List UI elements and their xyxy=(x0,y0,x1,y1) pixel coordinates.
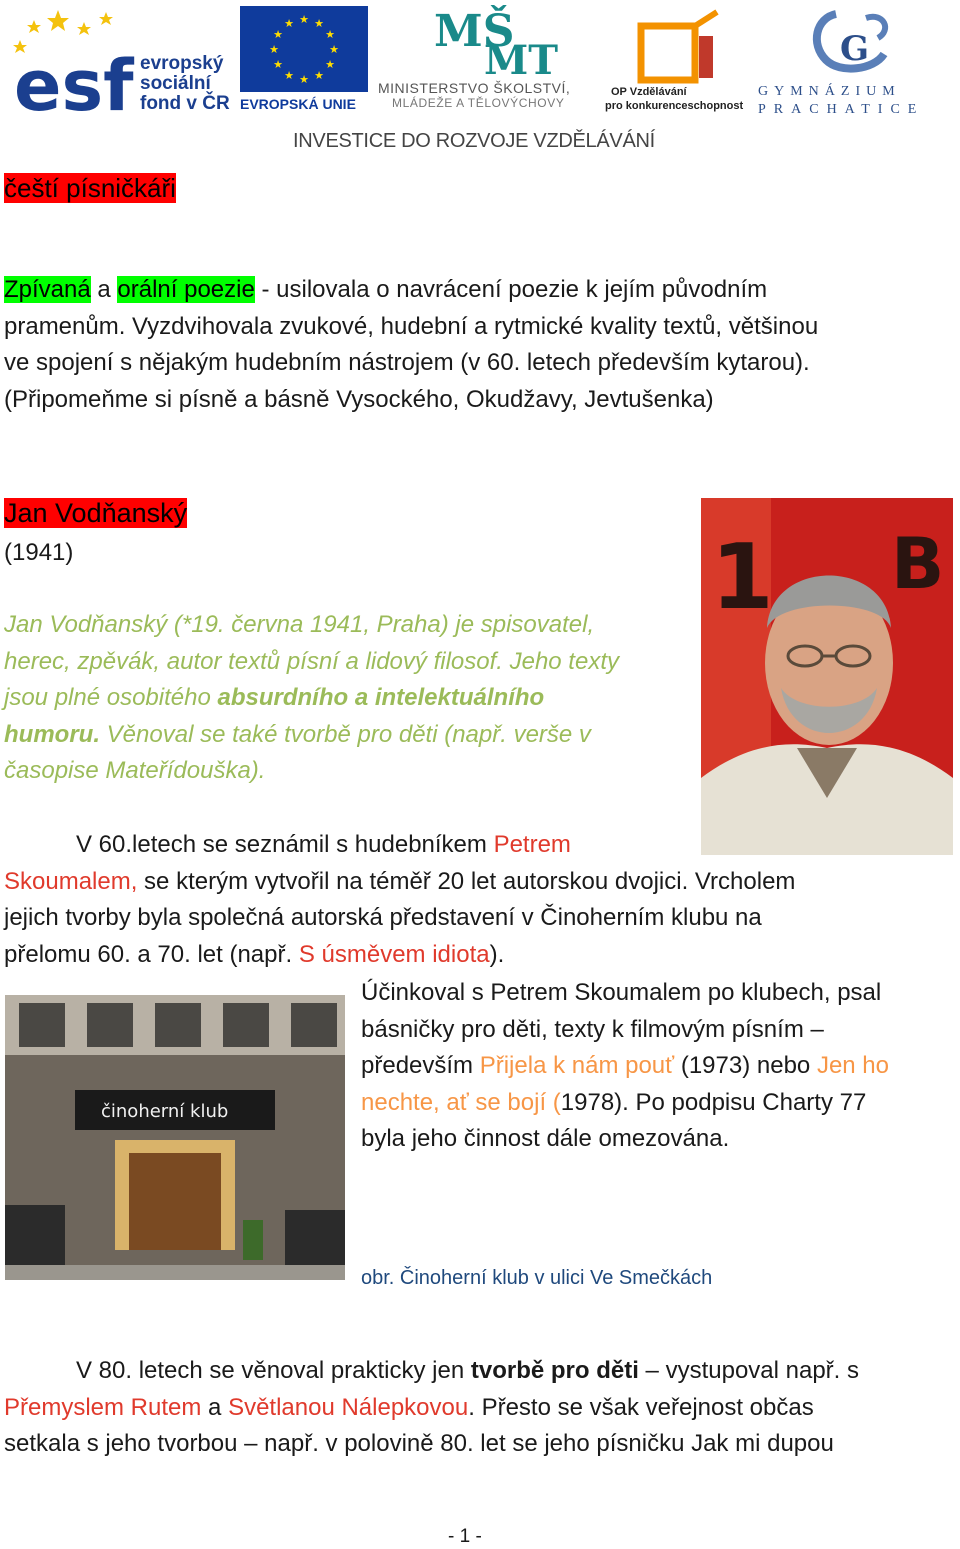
svg-text:★: ★ xyxy=(284,69,294,82)
p80-line xyxy=(4,1390,954,1427)
bio-emphasis: absurdního a intelektuálního xyxy=(217,684,545,711)
club-line xyxy=(361,1048,956,1085)
title-jen-ho-nechte: Jen ho xyxy=(816,1052,889,1079)
svg-text:★: ★ xyxy=(314,17,324,30)
svg-text:★: ★ xyxy=(329,43,339,56)
logo-esf xyxy=(0,6,235,127)
logo-op xyxy=(605,6,745,116)
header-tagline: INVESTICE DO ROZVOJE VZDĚLÁVÁNÍ xyxy=(293,130,655,152)
svg-text:★: ★ xyxy=(299,13,309,26)
intro-conj: a xyxy=(90,276,118,303)
bio-line: herec, zpěvák, autor textů písní a lidový filosof. Jeho texty xyxy=(4,647,619,675)
logo-msmt xyxy=(378,6,598,116)
title-prijela-k-nam-pout: Přijela k nám pouť xyxy=(479,1052,675,1079)
svg-text:★: ★ xyxy=(269,43,279,56)
svg-text:★: ★ xyxy=(325,28,335,41)
club-line xyxy=(361,1085,956,1122)
club-image xyxy=(5,995,345,1280)
club-line: básničky pro děti, texty k filmovým písním – xyxy=(361,1015,824,1043)
term-oralni-poezie: orální poezie xyxy=(117,276,255,303)
p60-line xyxy=(4,937,954,974)
portrait-image xyxy=(701,498,953,855)
bio-line: Jan Vodňanský (*19. června 1941, Praha) je spisovatel, xyxy=(4,611,595,638)
term-zpivana: Zpívaná xyxy=(4,276,91,303)
p60-line: jejich tvorby byla společná autorská představení v Činoherním klubu na xyxy=(4,904,762,931)
logo-gymnazium xyxy=(758,6,958,116)
name-premyslem-rutem: Přemyslem Rutem xyxy=(4,1393,202,1421)
svg-text:★: ★ xyxy=(273,58,283,71)
svg-text:MT: MT xyxy=(484,37,559,84)
op-line: OP Vzdělávání xyxy=(611,86,687,98)
intro-paragraph xyxy=(4,272,954,418)
name-petrem: Petrem xyxy=(493,831,571,858)
paragraph-80s xyxy=(4,1353,954,1463)
club-photo xyxy=(5,995,345,1280)
name-svetlanou-nalepkovou: Světlanou Nálepkovou xyxy=(228,1393,469,1421)
club-line: byla jeho činnost dále omezována. xyxy=(361,1125,730,1152)
svg-text:★: ★ xyxy=(299,73,309,86)
msmt-logo-icon xyxy=(434,6,559,84)
esf-line: sociální xyxy=(140,73,211,94)
svg-text:esf: esf xyxy=(14,45,134,127)
bio-text: Věnoval se také tvorbě pro děti (např. verše v xyxy=(100,720,591,748)
gymnazium-logo-icon xyxy=(796,8,906,80)
p80-line xyxy=(4,1353,954,1390)
p80-text: V 80. letech se věnoval prakticky jen xyxy=(76,1357,471,1384)
svg-text:★: ★ xyxy=(325,58,335,71)
logo-eu xyxy=(240,6,370,116)
p60-text: se kterým vytvořil na téměř 20 let autorskou dvojici. Vrcholem xyxy=(137,867,796,895)
intro-line: pramenům. Vyzdvihovala zvukové, hudební a rytmické kvality textů, většinou xyxy=(4,312,819,340)
p60-text: přelomu 60. a 70. let (např. xyxy=(4,940,299,968)
page-title-text: čeští písničkáři xyxy=(4,173,176,203)
bio-text: jsou plné osobitého xyxy=(4,684,218,711)
p60-text: ). xyxy=(489,940,505,968)
page-number: - 1 - xyxy=(448,1526,482,1547)
p60-text: V 60.letech se seznámil s hudebníkem xyxy=(76,831,494,858)
club-paragraph xyxy=(361,975,956,1158)
p80-text: . Přesto se však veřejnost občas xyxy=(468,1393,814,1421)
esf-line: fond v ČR xyxy=(140,93,230,114)
intro-text: - usilovala o navrácení poezie k jejím původním xyxy=(254,276,768,303)
msmt-line: MINISTERSTVO ŠKOLSTVÍ, xyxy=(378,80,571,96)
gymnazium-line: PRACHATICE xyxy=(758,102,925,117)
p80-emphasis: tvorbě pro děti xyxy=(470,1357,639,1384)
gymnazium-line: GYMNÁZIUM xyxy=(758,84,901,99)
club-text: 1978). Po podpisu Charty 77 xyxy=(560,1088,867,1116)
photo-caption: obr. Činoherní klub v ulici Ve Smečkách xyxy=(361,1267,713,1289)
esf-label xyxy=(140,54,230,114)
name-skoumalem: Skoumalem, xyxy=(4,867,138,895)
eu-flag-icon xyxy=(240,6,368,92)
intro-line xyxy=(4,272,954,309)
intro-line: ve spojení s nějakým hudebním nástrojem (v 60. letech především kytarou). xyxy=(4,349,810,376)
club-text: (1973) nebo xyxy=(674,1052,817,1079)
person-name: Jan Vodňanský xyxy=(4,498,188,528)
club-sign-text: činoherní klub xyxy=(101,1101,229,1122)
bio-emphasis: humoru. xyxy=(4,720,100,748)
op-line: pro konkurenceschopnost xyxy=(605,100,744,112)
paragraph-60s xyxy=(4,827,954,973)
svg-text:★: ★ xyxy=(314,69,324,82)
bio-line: časopise Mateřídouška). xyxy=(4,757,266,784)
p80-text: a xyxy=(201,1393,229,1421)
svg-text:★: ★ xyxy=(273,28,283,41)
svg-text:MŠ: MŠ xyxy=(434,6,515,57)
bio-line xyxy=(4,717,694,754)
eu-label: EVROPSKÁ UNIE xyxy=(240,96,356,112)
title-jen-ho-nechte-cont: nechte, ať se bojí ( xyxy=(361,1088,561,1116)
esf-logo-icon xyxy=(10,6,135,127)
bio-line xyxy=(4,680,694,717)
svg-text:B: B xyxy=(891,523,945,605)
p80-text: – vystupoval např. s xyxy=(638,1357,860,1384)
op-logo-icon xyxy=(635,10,720,82)
svg-text:G: G xyxy=(840,29,870,69)
intro-line: (Připomeňme si písně a básně Vysockého, Okudžavy, Jevtušenka) xyxy=(4,385,714,413)
p60-line xyxy=(4,864,954,901)
p60-line xyxy=(4,827,954,864)
msmt-line: MLÁDEŽE A TĚLOVÝCHOVY xyxy=(392,96,565,110)
title-s-usmevem-idiota: S úsměvem idiota xyxy=(298,940,490,968)
page-title xyxy=(4,170,176,206)
person-heading xyxy=(4,494,187,532)
portrait-photo xyxy=(701,498,953,855)
p80-line: setkala s jeho tvorbou – např. v polovině 80. let se jeho písničku Jak mi dupou xyxy=(4,1430,834,1457)
person-years: (1941) xyxy=(4,539,74,566)
bio-paragraph xyxy=(4,607,694,790)
svg-text:1: 1 xyxy=(711,525,774,630)
club-line: Účinkoval s Petrem Skoumalem po klubech, psal xyxy=(361,979,882,1006)
club-text: především xyxy=(361,1052,480,1079)
svg-text:★: ★ xyxy=(284,17,294,30)
esf-line: evropský xyxy=(140,53,224,74)
